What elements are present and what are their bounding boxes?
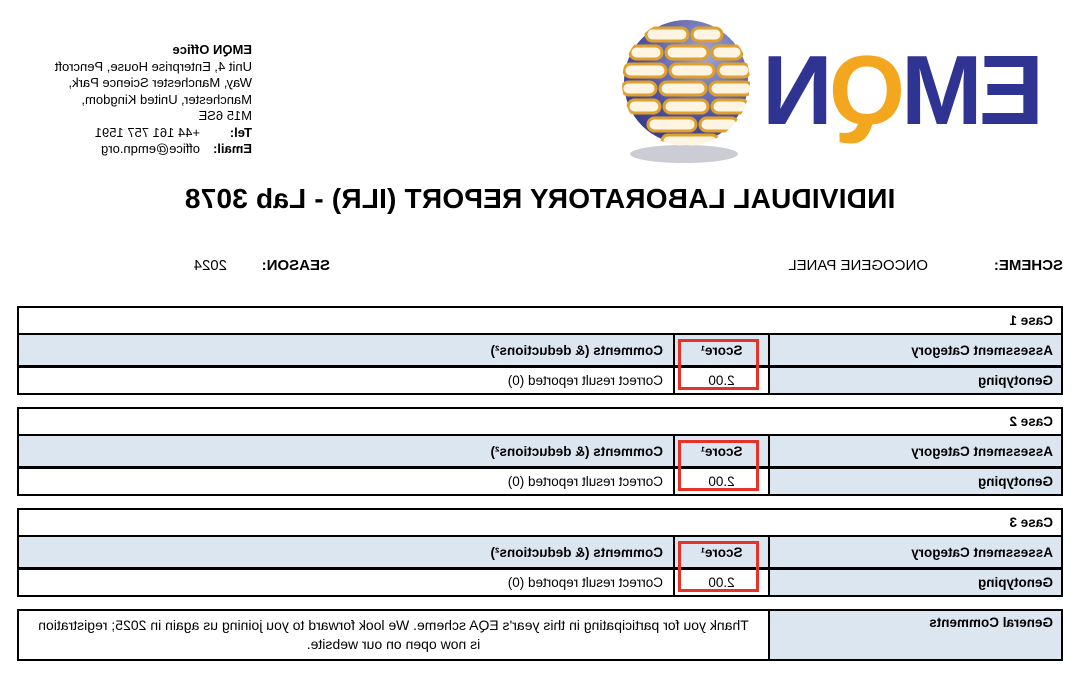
general-comments-label: General Comments bbox=[768, 611, 1061, 659]
tel-label: Tel: bbox=[229, 124, 252, 140]
col-header-assessment-category: Assessment Category bbox=[768, 436, 1061, 466]
logo-letter-q: Q bbox=[832, 35, 905, 145]
comments-cell: Correct result reported (0) bbox=[507, 373, 663, 388]
comments-cell: Correct result reported (0) bbox=[507, 575, 663, 590]
address-line: M15 6SE bbox=[198, 108, 252, 123]
address-line: Way, Manchester Science Park, bbox=[68, 75, 252, 90]
score-cell: 2.00 bbox=[673, 368, 768, 393]
logo-letters-em: EM bbox=[905, 35, 1044, 145]
general-comments-text: Thank you for participating in this year's EQA scheme. We look forward to you joining us again in 2025; registration is now open on our website. bbox=[38, 617, 749, 652]
score-cell: 2.00 bbox=[673, 570, 768, 595]
office-name: EMQN Office bbox=[172, 42, 252, 57]
general-comments-body bbox=[19, 611, 768, 659]
col-header-assessment-category: Assessment Category bbox=[768, 537, 1061, 567]
email-label: Email: bbox=[212, 141, 252, 156]
general-comments-table bbox=[17, 609, 1063, 661]
emqn-logo bbox=[614, 14, 1044, 166]
category-cell: Genotyping bbox=[768, 368, 1061, 393]
table-header-row bbox=[19, 537, 1061, 570]
col-header-score: Score¹ bbox=[673, 436, 768, 466]
category-cell: Genotyping bbox=[768, 570, 1061, 595]
email-value: office@emqn.org bbox=[101, 141, 200, 156]
table-row bbox=[19, 368, 1061, 393]
category-cell: Genotyping bbox=[768, 469, 1061, 494]
emqn-globe-icon bbox=[614, 14, 756, 166]
email-row bbox=[10, 141, 252, 158]
results-tables bbox=[17, 306, 1063, 661]
tel-row bbox=[10, 125, 252, 142]
logo-text bbox=[765, 35, 1044, 145]
scheme-season-row bbox=[0, 257, 1080, 277]
case-title: Case 1 bbox=[19, 308, 1061, 335]
col-header-assessment-category: Assessment Category bbox=[768, 335, 1061, 365]
col-header-score: Score¹ bbox=[673, 537, 768, 567]
office-address-block bbox=[10, 42, 252, 158]
case-title: Case 2 bbox=[19, 409, 1061, 436]
score-cell: 2.00 bbox=[673, 469, 768, 494]
scheme-value: ONCOGENE PANEL bbox=[788, 257, 928, 274]
address-line: Unit 4, Enterprise House, Pencroft bbox=[54, 58, 252, 74]
case-3-table bbox=[17, 508, 1063, 597]
table-row bbox=[19, 570, 1061, 595]
page-title: INDIVIDUAL LABORATORY REPORT (ILR) - Lab 3078 bbox=[184, 183, 896, 214]
col-header-score: Score¹ bbox=[673, 335, 768, 365]
table-header-row bbox=[19, 436, 1061, 469]
logo-letter-n: N bbox=[765, 35, 833, 145]
col-header-comments: Comments (& deductions²) bbox=[490, 544, 663, 560]
col-header-comments: Comments (& deductions²) bbox=[490, 443, 663, 459]
tel-value: +44 161 757 1591 bbox=[94, 124, 200, 140]
address-line: Manchester, United Kingdom, bbox=[81, 91, 252, 107]
scheme-label: SCHEME: bbox=[993, 257, 1063, 274]
season-value: 2024 bbox=[193, 257, 227, 274]
case-1-table bbox=[17, 306, 1063, 395]
season-label: SEASON: bbox=[261, 257, 330, 274]
col-header-comments: Comments (& deductions²) bbox=[490, 342, 663, 358]
case-title: Case 3 bbox=[19, 510, 1061, 537]
table-header-row bbox=[19, 335, 1061, 368]
comments-cell: Correct result reported (0) bbox=[507, 474, 663, 489]
case-2-table bbox=[17, 407, 1063, 496]
table-row bbox=[19, 469, 1061, 494]
